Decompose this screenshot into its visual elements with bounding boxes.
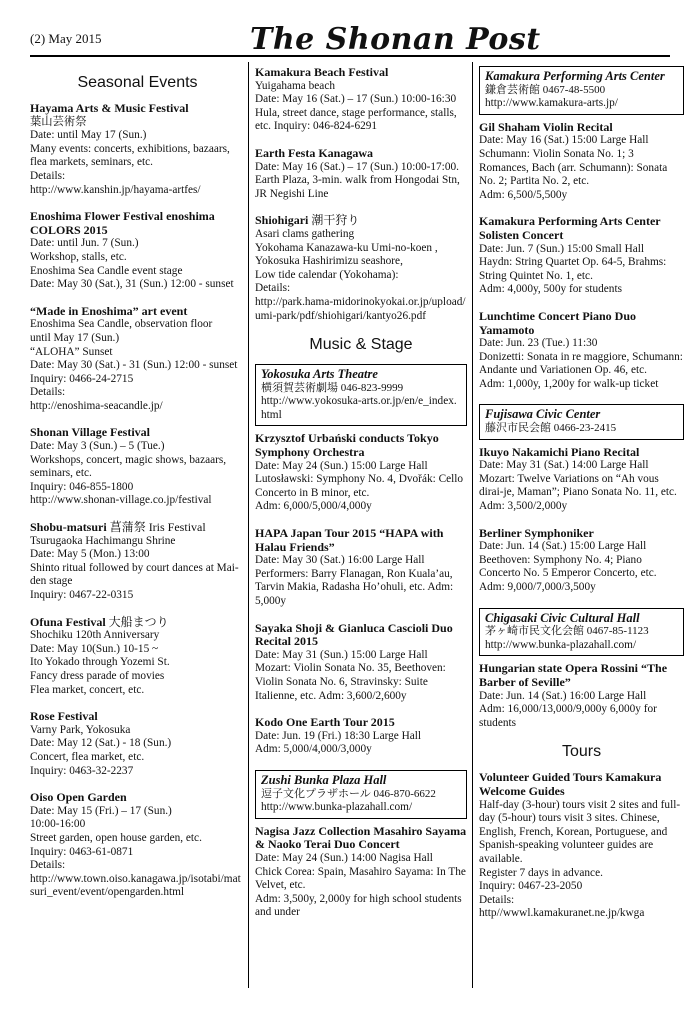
section-heading: Seasonal Events	[77, 74, 198, 91]
event-list	[255, 432, 467, 756]
event-detail-line: Adm: 6,500/5,500y	[479, 188, 568, 201]
event-detail-line: 葉山芸術祭	[30, 115, 87, 128]
event-detail-line: Adm: 3,500/2,000y	[479, 500, 568, 513]
event-detail-line: Concert, flea market, etc.	[30, 750, 145, 763]
event-detail-line: Mozart: Twelve Variations on “Ah vous dirai-je, Maman”; Piano Sonata No. 11, etc.	[479, 472, 677, 499]
event-detail-line: Schumann: Violin Sonata No. 1; 3 Romances, Bach (arr. Schumann): Sonata No. 2; Partita No. 2, etc.	[479, 147, 668, 188]
event-detail-line: Adm: 4,000y, 500y for students	[479, 283, 622, 296]
event-detail-line: Inquiry: 0467-23-2050	[479, 880, 583, 893]
event-list	[479, 662, 684, 730]
venue-url-link[interactable]: http://www.bunka-plazahall.com/	[261, 801, 413, 814]
event-detail-line: until May 17 (Sun.)	[30, 331, 120, 344]
event-title	[30, 102, 245, 116]
event-item	[479, 446, 684, 514]
event-title	[479, 527, 684, 541]
event-title	[255, 622, 467, 649]
event-detail-line: Inquiry: 046-855-1800	[30, 480, 134, 493]
event-list	[255, 825, 467, 920]
event-url-link[interactable]: http//wwwl.kamakuranet.ne.jp/kwga	[479, 907, 645, 920]
column-music-tours	[479, 66, 684, 934]
event-detail-line: Date: until Jun. 7 (Sun.)	[30, 237, 139, 250]
event-detail-line: Varny Park, Yokosuka	[30, 723, 131, 736]
event-title	[255, 66, 467, 80]
event-item	[255, 147, 467, 201]
event-detail-line: Date: Jun. 19 (Fri.) 18:30 Large Hall	[255, 729, 422, 742]
event-title	[255, 716, 467, 730]
event-title	[255, 214, 467, 228]
event-title	[479, 446, 684, 460]
event-url-link[interactable]: http://www.shonan-village.co.jp/festival	[30, 494, 212, 507]
event-detail-line: Low tide calendar (Yokohama):	[255, 268, 399, 281]
event-title	[30, 791, 245, 805]
event-list	[479, 771, 684, 921]
event-detail-line: Chick Corea: Spain, Masahiro Sayama: In The Velvet, etc.	[255, 865, 466, 892]
venue-name: Zushi Bunka Plaza Hall	[261, 772, 387, 787]
event-url-link[interactable]: http://www.town.oiso.kanagawa.jp/isotabi/matsuri_event/event/opengarden.html	[30, 872, 241, 899]
event-list	[479, 446, 684, 595]
event-item	[255, 622, 467, 704]
event-item	[30, 426, 245, 508]
column-divider	[248, 62, 249, 988]
event-item	[479, 121, 684, 203]
event-detail-line: Flea market, concert, etc.	[30, 683, 145, 696]
event-detail-line: Shinto ritual followed by court dances at Mai-den stage	[30, 561, 239, 588]
event-title-text: Krzysztof Urbański conducts Tokyo Symphony Orchestra	[255, 431, 439, 460]
event-title	[30, 710, 245, 724]
event-detail-line: Hula, street dance, stage performance, stalls, etc. Inquiry: 046-824-6291	[255, 106, 457, 133]
event-detail-line: Date: May 16 (Sat.) 15:00 Large Hall	[479, 134, 649, 147]
event-detail-line: Donizetti: Sonata in re maggiore, Schumann: Andante und Variationen Op. 46, etc.	[479, 350, 683, 377]
event-title-text: Rose Festival	[30, 709, 98, 724]
event-title	[30, 426, 245, 440]
event-detail-line: Fancy dress parade of movies	[30, 669, 165, 682]
column-seasonal-events	[30, 66, 245, 913]
event-title-text: Shonan Village Festival	[30, 425, 151, 440]
event-detail-line: Street garden, open house garden, etc.	[30, 831, 202, 844]
event-item	[30, 710, 245, 778]
event-title	[479, 121, 684, 135]
event-detail-line: Register 7 days in advance.	[479, 866, 603, 879]
event-title-text: Shiohigari	[255, 213, 309, 228]
event-title-text: Oiso Open Garden	[30, 790, 127, 805]
event-title	[479, 662, 684, 689]
event-item	[255, 527, 467, 609]
event-detail-line: Tsurugaoka Hachimangu Shrine	[30, 534, 176, 547]
event-detail-line: 10:00-16:00	[30, 818, 86, 831]
event-detail-line: Many events: concerts, exhibitions, bazaars, flea markets, seminars, etc.	[30, 142, 230, 169]
event-title	[479, 215, 684, 242]
event-detail-line: “ALOHA” Sunset	[30, 345, 113, 358]
event-detail-line: Details:	[30, 386, 66, 399]
event-item	[479, 310, 684, 392]
event-detail-line: Date: May 24 (Sun.) 15:00 Large Hall	[255, 459, 428, 472]
event-detail-line: Date: Jun. 7 (Sun.) 15:00 Small Hall	[479, 242, 645, 255]
event-detail-line: Inquiry: 0467-22-0315	[30, 589, 134, 601]
event-detail-line: Date: May 16 (Sat.) – 17 (Sun.) 10:00-17:00. Earth Plaza, 3-min. walk from Hongodai Stn, JR Negishi Line	[255, 160, 460, 200]
event-url-link[interactable]: http://www.kanshin.jp/hayama-artfes/	[30, 183, 201, 196]
event-detail-line: Date: May 30 (Sat.) 16:00 Large Hall	[255, 554, 425, 567]
event-detail-line: Adm: 5,000/4,000/3,000y	[255, 743, 372, 756]
event-detail-line: Date: May 12 (Sat.) - 18 (Sun.)	[30, 737, 172, 750]
event-detail-line: Adm: 9,000/7,000/3,500y	[479, 581, 596, 593]
event-detail-line: Date: May 16 (Sat.) – 17 (Sun.) 10:00-16:30	[255, 93, 457, 106]
event-detail-line: Date: May 31 (Sun.) 15:00 Large Hall	[255, 648, 428, 661]
event-detail-line: Half-day (3-hour) tours visit 2 sites and full-day (5-hour) tours visit 3 sites. Chinese, English, French, Korean, Portuguese, and Spanish-speaking volunteer guides are available.	[479, 798, 681, 865]
event-detail-line: Workshop, stalls, etc.	[30, 250, 127, 263]
venue-contact: 鎌倉芸術館 0467-48-5500	[485, 83, 606, 96]
event-item	[255, 825, 467, 920]
event-title	[30, 616, 245, 630]
event-detail-line: Shochiku 120th Anniversary	[30, 629, 160, 642]
venue-name: Chigasaki Civic Cultural Hall	[485, 610, 640, 625]
masthead-rule	[30, 55, 670, 57]
venue-name: Kamakura Performing Arts Center	[485, 69, 665, 83]
event-detail-line: Date: until May 17 (Sun.)	[30, 129, 147, 142]
event-list	[30, 102, 245, 900]
venue-box	[255, 364, 467, 426]
event-detail-line: Performers: Barry Flanagan, Ron Kuala’au, Tarvin Makia, Radasha Ho’ohuli, etc. Adm: 5,000y	[255, 567, 454, 607]
event-detail-line: Date: May 5 (Mon.) 13:00	[30, 548, 150, 561]
event-title-text: Hayama Arts & Music Festival	[30, 101, 189, 115]
venue-contact: 茅ヶ崎市民文化会館 0467-85-1123	[485, 625, 649, 638]
event-item	[30, 791, 245, 900]
event-detail-line: Asari clams gathering	[255, 227, 355, 240]
event-detail-line: Adm: 6,000/5,000/4,000y	[255, 500, 372, 513]
event-detail-line: Date: Jun. 14 (Sat.) 16:00 Large Hall	[479, 689, 647, 702]
masthead-title: The Shonan Post	[250, 22, 541, 57]
event-detail-line: Details:	[30, 169, 66, 182]
event-detail-line: Adm: 3,500y, 2,000y for high school students and under	[255, 892, 462, 919]
event-url-link[interactable]: http://enoshima-seacandle.jp/	[30, 399, 163, 412]
venue-box	[479, 66, 684, 115]
event-detail-line: Inquiry: 0463-32-2237	[30, 764, 134, 777]
event-item	[30, 616, 245, 698]
event-detail-line: Inquiry: 0466-24-2715	[30, 372, 134, 385]
venue-box	[255, 770, 467, 819]
event-url-link[interactable]: http://park.hama-midorinokyokai.or.jp/upload/umi-park/pdf/shiohigari/kantyo26.pdf	[255, 295, 466, 322]
column-events-music	[255, 66, 467, 933]
venue-box	[479, 608, 684, 657]
event-title-text: Sayaka Shoji & Gianluca Cascioli Duo Recital 2015	[255, 620, 453, 649]
section-heading: Tours	[561, 743, 602, 761]
event-detail-line: Details:	[30, 859, 66, 872]
event-title-text: Volunteer Guided Tours Kamakura Welcome Guides	[479, 770, 662, 798]
event-title-text: “Made in Enoshima” art event	[30, 303, 188, 318]
event-item	[255, 214, 467, 323]
event-title-japanese: 大船まつり	[108, 614, 169, 629]
event-item	[255, 716, 467, 757]
event-detail-line: Date: May 30 (Sat.), 31 (Sun.) 12:00 - sunset	[30, 278, 234, 291]
event-detail-line: Date: May 10(Sun.) 10-15 ~	[30, 642, 159, 655]
venue-contact: 逗子文化プラザホール 046-870-6622	[261, 787, 436, 800]
event-detail-line: Enoshima Sea Candle, observation floor	[30, 318, 213, 331]
event-list	[255, 66, 467, 323]
venue-url-link[interactable]: http://www.bunka-plazahall.com/	[485, 638, 637, 651]
event-item	[479, 771, 684, 921]
event-title	[479, 771, 684, 798]
issue-date: (2) May 2015	[30, 31, 102, 46]
event-title-text: Ikuyo Nakamichi Piano Recital	[479, 444, 640, 459]
event-title	[30, 521, 245, 535]
event-detail-line: Inquiry: 0463-61-0871	[30, 845, 134, 858]
event-detail-line: Enoshima Sea Candle event stage	[30, 264, 183, 277]
event-item	[30, 305, 245, 414]
event-detail-line: Date: Jun. 14 (Sat.) 15:00 Large Hall	[479, 540, 647, 553]
event-item	[30, 521, 245, 603]
event-title-japanese: 潮干狩り	[311, 213, 360, 228]
event-detail-line: Yokohama Kanazawa-ku Umi-no-koen , Yokosuka Hashirimizu seashore,	[255, 241, 438, 268]
venue-url-link[interactable]: http://www.kamakura-arts.jp/	[485, 97, 618, 110]
event-detail-line: Adm: 1,000y, 1,200y for walk-up ticket	[479, 377, 659, 390]
event-title-text: Shobu-matsuri	[30, 520, 107, 535]
event-detail-line: Details:	[479, 893, 515, 906]
event-title-text: HAPA Japan Tour 2015 “HAPA with Halau Friends”	[255, 526, 444, 554]
event-list	[479, 121, 684, 392]
event-detail-line: Workshops, concert, magic shows, bazaars, seminars, etc.	[30, 453, 227, 480]
event-item	[255, 66, 467, 134]
venue-name: Fujisawa Civic Center	[485, 407, 601, 422]
event-item	[479, 527, 684, 595]
event-detail-line: Details:	[255, 282, 291, 295]
venue-url-link[interactable]: http://www.yokosuka-arts.or.jp/en/e_index.html	[261, 395, 457, 421]
event-detail-line: Date: May 30 (Sat.) - 31 (Sun.) 12:00 - sunset	[30, 359, 238, 372]
venue-name: Yokosuka Arts Theatre	[261, 367, 378, 382]
event-item	[255, 432, 467, 514]
column-divider	[472, 62, 473, 988]
event-title	[479, 310, 684, 337]
event-detail-line: Lutosławski: Symphony No. 4, Dvořák: Cello Concerto in B minor, etc.	[255, 473, 464, 499]
event-item	[30, 102, 245, 197]
event-title-text: Gil Shaham Violin Recital	[479, 119, 613, 134]
event-title-text: Nagisa Jazz Collection Masahiro Sayama & Naoko Terai Duo Concert	[255, 823, 467, 852]
event-title	[255, 527, 467, 554]
event-title-text: Kodo One Earth Tour 2015	[255, 715, 395, 730]
event-title-text: Kamakura Performing Arts Center Solisten Concert	[479, 214, 661, 242]
event-detail-line: Ito Yokado through Yozemi St.	[30, 656, 170, 669]
event-detail-line: Yuigahama beach	[255, 79, 335, 92]
event-item	[479, 215, 684, 297]
venue-box	[479, 404, 684, 439]
event-title	[30, 305, 245, 319]
event-detail-line: Date: May 3 (Sun.) – 5 (Tue.)	[30, 440, 165, 453]
event-item	[479, 662, 684, 730]
event-item	[30, 210, 245, 292]
venue-contact: 横須賀芸術劇場 046-823-9999	[261, 381, 404, 394]
event-detail-line: Date: Jun. 23 (Tue.) 11:30	[479, 337, 598, 350]
event-detail-line: Date: May 31 (Sat.) 14:00 Large Hall	[479, 459, 649, 472]
event-title	[255, 825, 467, 852]
event-title	[255, 432, 467, 459]
event-title-text: Kamakura Beach Festival	[255, 65, 389, 79]
event-title-text: Earth Festa Kanagawa	[255, 145, 373, 160]
event-detail-line: Beethoven: Symphony No. 4; Piano Concerto No. 5 Emperor Concerto, etc.	[479, 553, 657, 580]
event-title-text: Lunchtime Concert Piano Duo Yamamoto	[479, 308, 636, 337]
event-detail-line: Date: May 24 (Sun.) 14:00 Nagisa Hall	[255, 851, 433, 864]
venue-contact: 藤沢市民会館 0466-23-2415	[485, 422, 617, 435]
event-title	[30, 210, 245, 237]
event-title-text: Hungarian state Opera Rossini “The Barber of Seville”	[479, 661, 668, 689]
event-detail-line: Mozart: Violin Sonata No. 35, Beethoven: Violin Sonata No. 6, Stravinsky: Suite Italienne, etc. Adm: 3,600/2,600y	[255, 662, 446, 702]
event-title-text: Enoshima Flower Festival enoshima COLORS 2015	[30, 209, 215, 237]
event-title-japanese: 菖蒲祭 Iris Festival	[109, 520, 206, 535]
section-heading: Music & Stage	[309, 336, 413, 354]
event-detail-line: Adm: 16,000/13,000/9,000y 6,000y for students	[479, 703, 657, 729]
event-title-text: Ofuna Festival	[30, 614, 106, 629]
event-detail-line: Date: May 15 (Fri.) – 17 (Sun.)	[30, 804, 172, 817]
event-title	[255, 147, 467, 161]
event-title-text: Berliner Symphoniker	[479, 525, 594, 540]
event-detail-line: Haydn: String Quartet Op. 64-5, Brahms: String Quintet No. 1, etc.	[479, 256, 667, 282]
